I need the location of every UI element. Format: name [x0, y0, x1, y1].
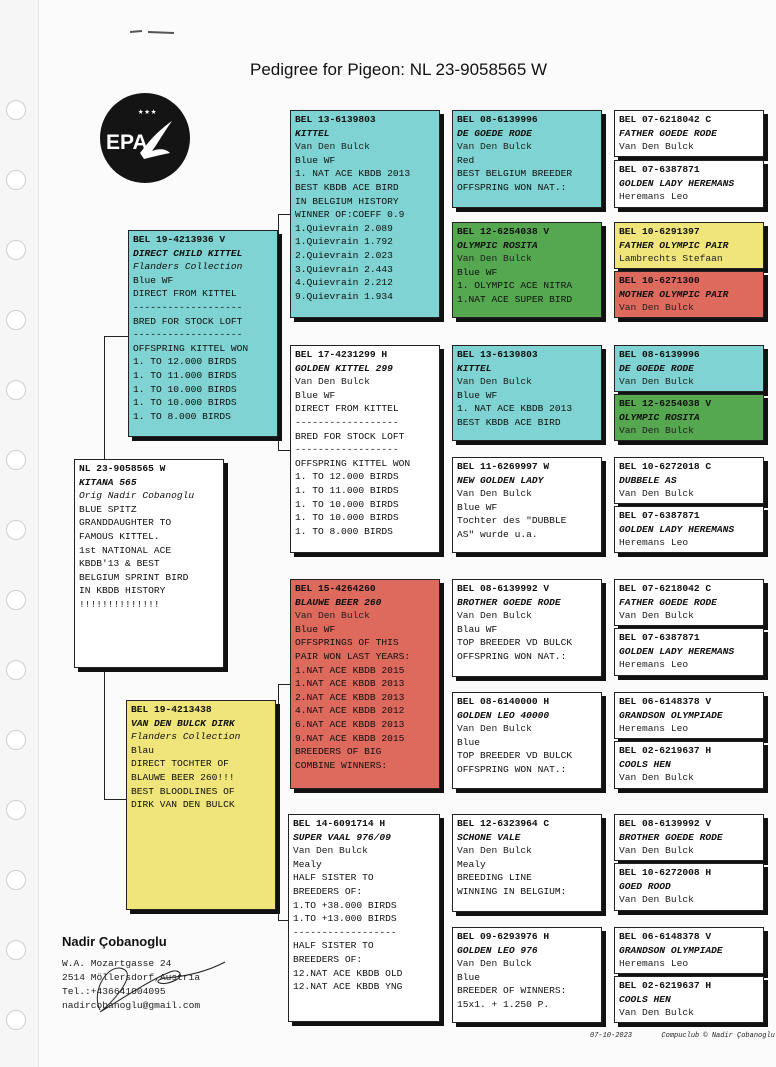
- pigeon-name: COOLS HEN: [619, 758, 671, 770]
- binder-hole: [6, 870, 26, 890]
- color: Blau WF: [457, 623, 498, 635]
- info-line: 1. NAT ACE KBDB 2013: [457, 403, 573, 415]
- ring-number: BEL 06-6148378 V: [619, 696, 712, 707]
- pigeon-name: BLAUWE BEER 260: [295, 596, 382, 608]
- info-line: 1. TO 8.000 BIRDS: [133, 410, 231, 422]
- pigeon-name: GOLDEN LADY HEREMANS: [619, 177, 735, 189]
- breeder: Van Den Bulck: [619, 845, 694, 857]
- info-line: TOP BREEDER VD BULCK: [457, 637, 573, 649]
- color: Blau: [131, 744, 155, 756]
- pigeon-name: DE GOEDE RODE: [619, 362, 694, 374]
- ring-number: BEL 09-6293976 H: [457, 931, 550, 942]
- gen4-card: [614, 628, 764, 676]
- ring-number: BEL 10-6271300: [619, 275, 700, 286]
- info-line: IN BELGIUM HISTORY: [295, 195, 399, 207]
- info-line: 1. NAT ACE KBDB 2013: [295, 168, 411, 180]
- gen4-card: [614, 271, 764, 318]
- owner-phone: Tel.:+436641004095: [62, 986, 166, 997]
- ring-number: BEL 07-6218042 C: [619, 114, 712, 125]
- color: Blue: [457, 736, 481, 748]
- binder-hole: [6, 1010, 26, 1030]
- info-line: 2.NAT ACE KBDB 2013: [295, 691, 405, 703]
- binder-hole: [6, 450, 26, 470]
- info-line: BREEDERS OF:: [293, 885, 363, 897]
- ring-number: BEL 13-6139803: [457, 349, 538, 360]
- breeder: Van Den Bulck: [457, 141, 532, 153]
- breeder: Flanders Collection: [131, 731, 241, 743]
- breeder: Van Den Bulck: [457, 723, 532, 735]
- owner-email[interactable]: nadircobanoglu@gmail.com: [62, 1000, 201, 1011]
- gen3-card-kittel: [452, 345, 602, 441]
- color: Blue: [457, 971, 481, 983]
- ring-number: BEL 02-6219637 H: [619, 745, 712, 756]
- info-line: BREEDERS OF:: [293, 953, 363, 965]
- footer: [590, 1032, 775, 1040]
- color: Mealy: [293, 858, 322, 870]
- info-line: BEST KBDB ACE BIRD: [457, 416, 561, 428]
- info-line: 1.TO +13.000 BIRDS: [293, 913, 397, 925]
- gen3-card-golden-leo-40000: [452, 692, 602, 789]
- info-line: GRANDDAUGHTER TO: [79, 517, 172, 529]
- color: Blue WF: [295, 154, 336, 166]
- gen4-card: [614, 110, 764, 157]
- dam-card: [126, 700, 276, 910]
- connector-line: [104, 668, 105, 799]
- info-line: 1. TO 11.000 BIRDS: [133, 369, 237, 381]
- pigeon-name: FATHER GOEDE RODE: [619, 596, 717, 608]
- info-line: 1. TO 10.000 BIRDS: [295, 512, 399, 524]
- breeder: Orig Nadir Cobanoglu: [79, 490, 195, 502]
- ring-number: BEL 12-6254038 V: [619, 398, 712, 409]
- gen3-card-schone-vale: [452, 814, 602, 912]
- pigeon-name: GOLDEN LEO 976: [457, 944, 538, 956]
- breeder: Van Den Bulck: [457, 845, 532, 857]
- info-line: BLAUWE BEER 260!!!: [131, 771, 235, 783]
- breeder: Van Den Bulck: [457, 488, 532, 500]
- pigeon-name: DE GOEDE RODE: [457, 127, 532, 139]
- info-line: 9.Quievrain 1.934: [295, 290, 393, 302]
- pigeon-name: GOLDEN LADY HEREMANS: [619, 645, 735, 657]
- breeder: Heremans Leo: [619, 723, 689, 735]
- info-line: OFFSPRING WON NAT.:: [457, 181, 567, 193]
- breeder: Van Den Bulck: [295, 376, 370, 388]
- ring-number: BEL 19-4213936 V: [133, 234, 226, 245]
- info-line: 1. TO 10.000 BIRDS: [133, 397, 237, 409]
- info-line: 1st NATIONAL ACE: [79, 544, 172, 556]
- info-line: OFFSPRING WON NAT.:: [457, 763, 567, 775]
- info-line: 9.NAT ACE KBDB 2015: [295, 732, 405, 744]
- breeder: Van Den Bulck: [457, 958, 532, 970]
- info-line: DIRECT FROM KITTEL: [295, 403, 399, 415]
- binder-hole: [6, 240, 26, 260]
- gen2-card-blauwe-beer: [290, 579, 440, 789]
- gen4-card: [614, 222, 764, 269]
- breeder: Van Den Bulck: [619, 141, 694, 153]
- info-line: 1. OLYMPIC ACE NITRA: [457, 280, 573, 292]
- info-line: 1. TO 10.000 BIRDS: [133, 383, 237, 395]
- gen2-card-super-vaal: [288, 814, 440, 1022]
- pigeon-name: KITTEL: [457, 362, 492, 374]
- gen3-card-olympic-rosita: [452, 222, 602, 318]
- gen2-card-golden-kittel: [290, 345, 440, 553]
- color: Blue WF: [295, 389, 336, 401]
- breeder: Lambrechts Stefaan: [619, 253, 723, 265]
- gen4-card: [614, 345, 764, 392]
- gen4-card: [614, 741, 764, 789]
- info-line: BEST BELGIUM BREEDER: [457, 168, 573, 180]
- gen4-card: [614, 579, 764, 626]
- ring-number: BEL 13-6139803: [295, 114, 376, 125]
- ring-number: BEL 15-4264260: [295, 583, 376, 594]
- info-line: 15x1. + 1.250 P.: [457, 998, 550, 1010]
- pigeon-name: OLYMPIC ROSITA: [619, 411, 700, 423]
- pigeon-name: GOED ROOD: [619, 880, 671, 892]
- ring-number: BEL 02-6219637 H: [619, 980, 712, 991]
- ring-number: BEL 07-6218042 C: [619, 583, 712, 594]
- gen4-card: [614, 814, 764, 861]
- info-line: COMBINE WINNERS:: [295, 759, 388, 771]
- breeder: Van Den Bulck: [619, 376, 694, 388]
- pigeon-name: BROTHER GOEDE RODE: [619, 831, 723, 843]
- breeder: Van Den Bulck: [619, 1007, 694, 1019]
- info-line: OFFSPRING KITTEL WON: [133, 342, 249, 354]
- gen3-card-de-goede-rode: [452, 110, 602, 208]
- pigeon-name: VAN DEN BULCK DIRK: [131, 717, 235, 729]
- info-line: 3.Quievrain 2.443: [295, 263, 393, 275]
- binder-hole: [6, 310, 26, 330]
- info-line: 1.NAT ACE KBDB 2013: [295, 678, 405, 690]
- handwritten-signature: [80, 950, 230, 1020]
- ring-number: BEL 07-6387871: [619, 632, 700, 643]
- binder-hole: [6, 940, 26, 960]
- info-line: 1. TO 11.000 BIRDS: [295, 484, 399, 496]
- color: Blue WF: [133, 274, 174, 286]
- pigeon-name: OLYMPIC ROSITA: [457, 239, 538, 251]
- breeder: Van Den Bulck: [619, 302, 694, 314]
- pigeon-name: BROTHER GOEDE RODE: [457, 596, 561, 608]
- gen2-card-kittel: [290, 110, 440, 318]
- info-line: TOP BREEDER VD BULCK: [457, 750, 573, 762]
- breeder: Van Den Bulck: [619, 425, 694, 437]
- breeder: Van Den Bulck: [295, 141, 370, 153]
- info-line: BRED FOR STOCK LOFT: [295, 430, 405, 442]
- info-line: DIRK VAN DEN BULCK: [131, 799, 235, 811]
- info-line: OFFSPRINGS OF THIS: [295, 637, 399, 649]
- info-line: BEST BLOODLINES OF: [131, 785, 235, 797]
- info-line: FAMOUS KITTEL.: [79, 530, 160, 542]
- ring-number: BEL 19-4213438: [131, 704, 212, 715]
- gen4-card: [614, 976, 764, 1023]
- info-line: BREEDERS OF BIG: [295, 746, 382, 758]
- breeder: Heremans Leo: [619, 958, 689, 970]
- color: Blue WF: [457, 501, 498, 513]
- info-line: !!!!!!!!!!!!!!: [79, 598, 160, 610]
- ring-number: BEL 10-6272018 C: [619, 461, 712, 472]
- connector-line: [104, 336, 128, 337]
- pigeon-name: KITTEL: [295, 127, 330, 139]
- connector-line: [104, 799, 128, 800]
- info-line: 1. TO 10.000 BIRDS: [295, 498, 399, 510]
- ring-number: BEL 07-6387871: [619, 510, 700, 521]
- logo-text: EPA: [106, 131, 148, 154]
- breeder: Van Den Bulck: [295, 610, 370, 622]
- ring-number: BEL 08-6139996: [619, 349, 700, 360]
- pigeon-name: DIRECT CHILD KITTEL: [133, 247, 243, 259]
- breeder: Heremans Leo: [619, 659, 689, 671]
- connector-line: [278, 214, 290, 215]
- breeder: Heremans Leo: [619, 191, 689, 203]
- info-line: 1.Quievrain 2.089: [295, 222, 393, 234]
- info-line: Tochter des "DUBBLE: [457, 515, 567, 527]
- info-line: IN KBDB HISTORY: [79, 585, 166, 597]
- breeder: Van Den Bulck: [619, 894, 694, 906]
- binder-hole: [6, 170, 26, 190]
- breeder: Van Den Bulck: [293, 845, 368, 857]
- info-line: 1. TO 12.000 BIRDS: [133, 356, 237, 368]
- ring-number: BEL 12-6254038 V: [457, 226, 550, 237]
- epa-logo: [100, 93, 190, 183]
- pigeon-name: SUPER VAAL 976/09: [293, 831, 391, 843]
- ring-number: BEL 08-6139992 V: [619, 818, 712, 829]
- connector-line: [278, 450, 290, 451]
- connector-line: [278, 684, 279, 920]
- info-line: ------------------: [293, 926, 397, 938]
- connector-line: [278, 684, 290, 685]
- page-title: Pedigree for Pigeon: NL 23-9058565 W: [250, 60, 548, 79]
- pigeon-name: SCHONE VALE: [457, 831, 521, 843]
- ring-number: BEL 11-6269997 W: [457, 461, 550, 472]
- pigeon-name: GRANDSON OLYMPIADE: [619, 709, 723, 721]
- color: Red: [457, 154, 475, 166]
- info-line: 1. TO 8.000 BIRDS: [295, 525, 393, 537]
- sire-card: [128, 230, 278, 437]
- pigeon-name: GRANDSON OLYMPIADE: [619, 944, 723, 956]
- info-line: 1.NAT ACE SUPER BIRD: [457, 293, 573, 305]
- pigeon-name: FATHER GOEDE RODE: [619, 127, 717, 139]
- ring-number: BEL 08-6139996: [457, 114, 538, 125]
- ring-number: BEL 10-6272008 H: [619, 867, 712, 878]
- info-line: OFFSPRING WON NAT.:: [457, 650, 567, 662]
- connector-line: [104, 336, 105, 459]
- pigeon-name: GOLDEN KITTEL 299: [295, 362, 393, 374]
- ring-number: BEL 12-6323964 C: [457, 818, 550, 829]
- pigeon-name: NEW GOLDEN LADY: [457, 474, 544, 486]
- binder-margin: [0, 0, 39, 1067]
- gen3-card-brother-goede-rode: [452, 579, 602, 677]
- binder-hole: [6, 660, 26, 680]
- info-line: BELGIUM SPRINT BIRD: [79, 571, 189, 583]
- print-date: 07-10-2023: [590, 1032, 633, 1040]
- breeder: Van Den Bulck: [457, 253, 532, 265]
- info-line: HALF SISTER TO: [293, 940, 374, 952]
- gen4-card: [614, 927, 764, 974]
- ring-number: BEL 08-6139992 V: [457, 583, 550, 594]
- software-credit: Compuclub © Nadir Çobanoglu: [661, 1032, 775, 1040]
- connector-line: [278, 214, 279, 450]
- info-line: DIRECT TOCHTER OF: [131, 758, 229, 770]
- info-line: 4.Quievrain 2.212: [295, 277, 393, 289]
- ring-number: BEL 10-6291397: [619, 226, 700, 237]
- info-line: BREEDING LINE: [457, 872, 532, 884]
- binder-hole: [6, 590, 26, 610]
- binder-hole: [6, 520, 26, 540]
- ring-number: NL 23-9058565 W: [79, 463, 166, 474]
- owner-city: 2514 Möllersdorf,Austria: [62, 972, 201, 983]
- info-line: ------------------: [295, 444, 399, 456]
- gen4-card: [614, 863, 764, 911]
- info-line: WINNER OF:COEFF 0.9: [295, 209, 405, 221]
- color: Blue WF: [457, 266, 498, 278]
- info-line: 1. TO 12.000 BIRDS: [295, 471, 399, 483]
- ring-number: BEL 07-6387871: [619, 164, 700, 175]
- breeder: Van Den Bulck: [619, 772, 694, 784]
- stars-icon: ★★★: [138, 107, 158, 117]
- pigeon-name: COOLS HEN: [619, 993, 671, 1005]
- gen4-card: [614, 692, 764, 739]
- binder-hole: [6, 100, 26, 120]
- info-line: PAIR WON LAST YEARS:: [295, 650, 411, 662]
- info-line: 1.NAT ACE KBDB 2015: [295, 664, 405, 676]
- pigeon-name: GOLDEN LEO 40000: [457, 709, 550, 721]
- gen4-card: [614, 160, 764, 208]
- ring-number: BEL 17-4231299 H: [295, 349, 388, 360]
- info-line: BRED FOR STOCK LOFT: [133, 315, 243, 327]
- info-line: 12.NAT ACE KBDB YNG: [293, 981, 403, 993]
- info-line: 1.TO +38.000 BIRDS: [293, 899, 397, 911]
- pen-mark: [130, 30, 176, 34]
- info-line: OFFSPRING KITTEL WON: [295, 457, 411, 469]
- breeder: Van Den Bulck: [619, 610, 694, 622]
- info-line: -------------------: [133, 301, 243, 313]
- info-line: BEST KBDB ACE BIRD: [295, 181, 399, 193]
- color: Blue WF: [457, 389, 498, 401]
- ring-number: BEL 06-6148378 V: [619, 931, 712, 942]
- subject-pigeon-card: [74, 459, 224, 668]
- info-line: 12.NAT ACE KBDB OLD: [293, 967, 403, 979]
- owner-address: W.A. Mozartgasse 24: [62, 958, 172, 969]
- info-line: 4.NAT ACE KBDB 2012: [295, 705, 405, 717]
- gen4-card: [614, 457, 764, 504]
- info-line: 6.NAT ACE KBDB 2013: [295, 718, 405, 730]
- gen3-card-new-golden-lady: [452, 457, 602, 553]
- info-line: WINNING IN BELGIUM:: [457, 885, 567, 897]
- pigeon-name: MOTHER OLYMPIC PAIR: [619, 288, 729, 300]
- color: Mealy: [457, 858, 486, 870]
- info-line: 1.Quievrain 1.792: [295, 236, 393, 248]
- info-line: KBDB'13 & BEST: [79, 558, 160, 570]
- pigeon-name: KITANA 565: [79, 476, 137, 488]
- gen4-card: [614, 394, 764, 441]
- breeder: Van Den Bulck: [619, 488, 694, 500]
- breeder: Heremans Leo: [619, 537, 689, 549]
- color: BLUE SPITZ: [79, 503, 137, 515]
- info-line: BREEDER OF WINNERS:: [457, 985, 567, 997]
- breeder: Flanders Collection: [133, 261, 243, 273]
- info-line: AS" wurde u.a.: [457, 528, 538, 540]
- binder-hole: [6, 800, 26, 820]
- binder-hole: [6, 380, 26, 400]
- binder-hole: [6, 730, 26, 750]
- owner-name: Nadir Çobanoglu: [62, 934, 167, 949]
- ring-number: BEL 14-6091714 H: [293, 818, 386, 829]
- ring-number: BEL 08-6140000 H: [457, 696, 550, 707]
- info-line: HALF SISTER TO: [293, 872, 374, 884]
- gen3-card-golden-leo-976: [452, 927, 602, 1023]
- info-line: 2.Quievrain 2.023: [295, 249, 393, 261]
- info-line: ------------------: [295, 416, 399, 428]
- info-line: DIRECT FROM KITTEL: [133, 288, 237, 300]
- info-line: -------------------: [133, 329, 243, 341]
- pigeon-name: DUBBELE AS: [619, 474, 677, 486]
- pigeon-name: GOLDEN LADY HEREMANS: [619, 523, 735, 535]
- breeder: Van Den Bulck: [457, 376, 532, 388]
- color: Blue WF: [295, 623, 336, 635]
- pigeon-name: FATHER OLYMPIC PAIR: [619, 239, 729, 251]
- gen4-card: [614, 506, 764, 553]
- breeder: Van Den Bulck: [457, 610, 532, 622]
